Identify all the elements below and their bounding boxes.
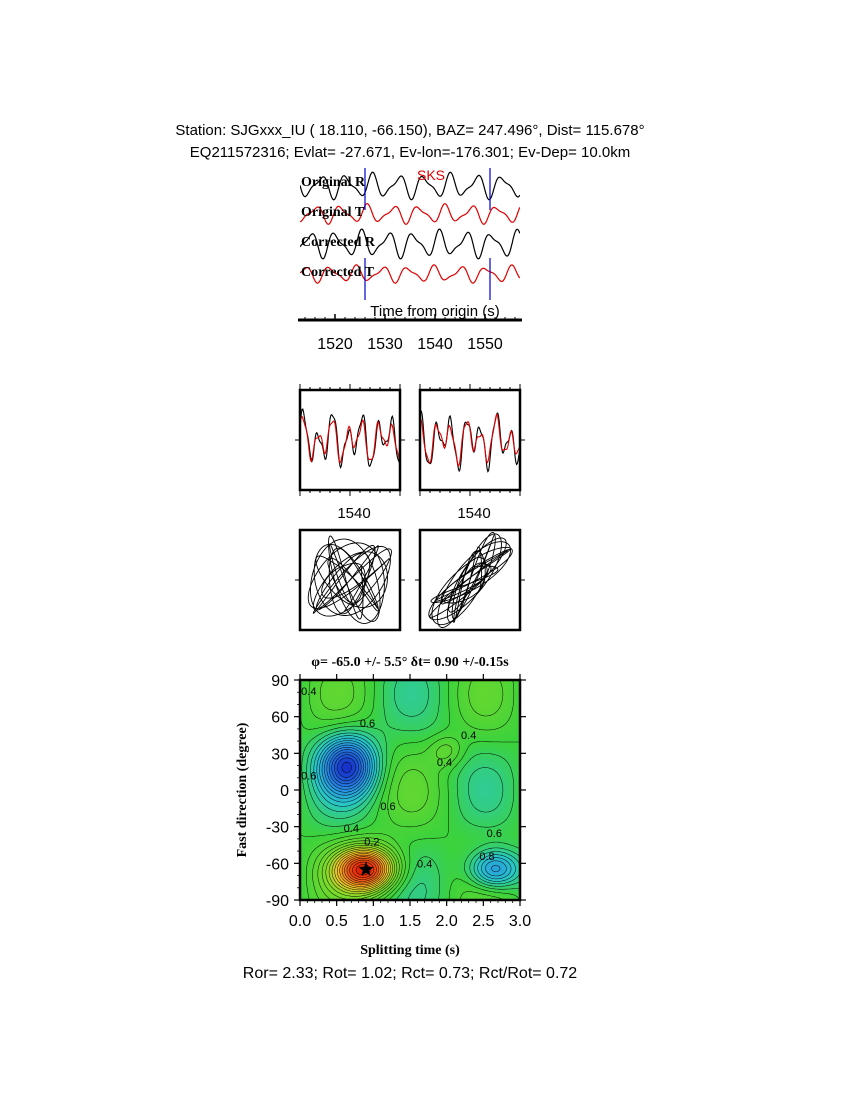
grid-y-tick-label: -60 bbox=[265, 856, 289, 874]
particle-motion-right bbox=[415, 530, 525, 630]
phase-label-sks: SKS bbox=[416, 167, 446, 183]
contour-label: 0.6 bbox=[380, 800, 396, 813]
grid-y-tick-label: 60 bbox=[271, 709, 289, 727]
grid-y-axis-title: Fast direction (degree) bbox=[235, 722, 250, 858]
trace-label-original-t: Original T bbox=[301, 205, 365, 220]
waveform-frame-right bbox=[420, 390, 520, 490]
waveform-trace-radial bbox=[420, 411, 519, 471]
waveform-traces-right bbox=[420, 411, 519, 471]
seismogram-tick-label: 1520 bbox=[317, 336, 353, 353]
seismogram-tick-label: 1530 bbox=[367, 336, 403, 353]
contour-label: 0.6 bbox=[486, 827, 502, 840]
waveform-panel-right bbox=[415, 384, 525, 522]
waveform-trace-transverse bbox=[300, 417, 399, 463]
waveform-traces-left bbox=[300, 409, 399, 467]
grid-x-tick-label: 3.0 bbox=[508, 913, 532, 930]
contour-label: 0.4 bbox=[343, 822, 359, 835]
contour-label: 0.2 bbox=[364, 836, 380, 849]
particle-motion-path bbox=[429, 532, 513, 627]
grid-x-tick-labels bbox=[289, 913, 531, 930]
waveform-trace-radial bbox=[300, 409, 399, 467]
contour-label: 0.6 bbox=[301, 770, 317, 783]
particle-motion-curve-left bbox=[308, 536, 391, 623]
contour-label: 0.4 bbox=[301, 686, 317, 698]
misfit-color-map bbox=[300, 680, 520, 900]
waveform-trace-transverse bbox=[420, 415, 519, 466]
contour-label: 0.6 bbox=[359, 717, 376, 730]
grid-title: φ= -65.0 +/- 5.5° δt= 0.90 +/-0.15s bbox=[311, 655, 509, 670]
grid-x-tick-label: 1.5 bbox=[398, 913, 422, 930]
grid-y-tick-label: -90 bbox=[265, 893, 289, 910]
trace-label-original-r: Original R bbox=[301, 175, 366, 190]
grid-y-tick-label: 0 bbox=[280, 783, 289, 800]
trace-label-corrected-t: Corrected T bbox=[301, 265, 374, 280]
splitting-grid-panel bbox=[235, 655, 531, 958]
seismogram-x-axis-title: Time from origin (s) bbox=[370, 303, 500, 320]
grid-x-axis-title: Splitting time (s) bbox=[360, 943, 460, 958]
event-title: EQ211572316; Evlat= -27.671, Ev-lon=-176.301; Ev-Dep= 10.0km bbox=[189, 144, 631, 161]
grid-x-tick-label: 0.0 bbox=[288, 913, 312, 930]
seismogram-panel bbox=[298, 167, 522, 353]
particle-motion-left bbox=[295, 530, 405, 630]
grid-y-tick-label: 30 bbox=[271, 746, 289, 764]
particle-motion-path bbox=[308, 536, 391, 623]
grid-x-tick-label: 2.0 bbox=[435, 913, 458, 930]
contour-label: 0.8 bbox=[479, 851, 495, 863]
grid-y-tick-label: 90 bbox=[271, 673, 289, 690]
waveform-tick-label-right: 1540 bbox=[457, 505, 491, 522]
ratio-summary: Ror= 2.33; Rot= 1.02; Rct= 0.73; Rct/Rot= 0.72 bbox=[242, 965, 578, 982]
trace-label-corrected-r: Corrected R bbox=[301, 235, 375, 250]
station-title: Station: SJGxxx_IU ( 18.110, -66.150), BAZ= 247.496°, Dist= 115.678° bbox=[175, 122, 645, 139]
seismogram-tick-label: 1550 bbox=[467, 336, 503, 353]
waveform-panel-left bbox=[295, 384, 405, 522]
contour-label: 0.4 bbox=[436, 756, 453, 769]
contour-label: 0.4 bbox=[461, 730, 477, 742]
particle-motion-curve-right bbox=[429, 532, 513, 627]
window-markers bbox=[365, 168, 490, 300]
waveform-tick-label-left: 1540 bbox=[337, 505, 371, 522]
contour-label: 0.4 bbox=[417, 858, 433, 871]
grid-y-tick-labels bbox=[266, 673, 289, 910]
grid-x-tick-label: 0.5 bbox=[325, 913, 348, 930]
grid-x-tick-label: 2.5 bbox=[472, 913, 495, 930]
grid-y-tick-label: -30 bbox=[265, 819, 289, 837]
grid-x-tick-label: 1.0 bbox=[362, 913, 385, 930]
seismogram-tick-label: 1540 bbox=[417, 336, 453, 353]
